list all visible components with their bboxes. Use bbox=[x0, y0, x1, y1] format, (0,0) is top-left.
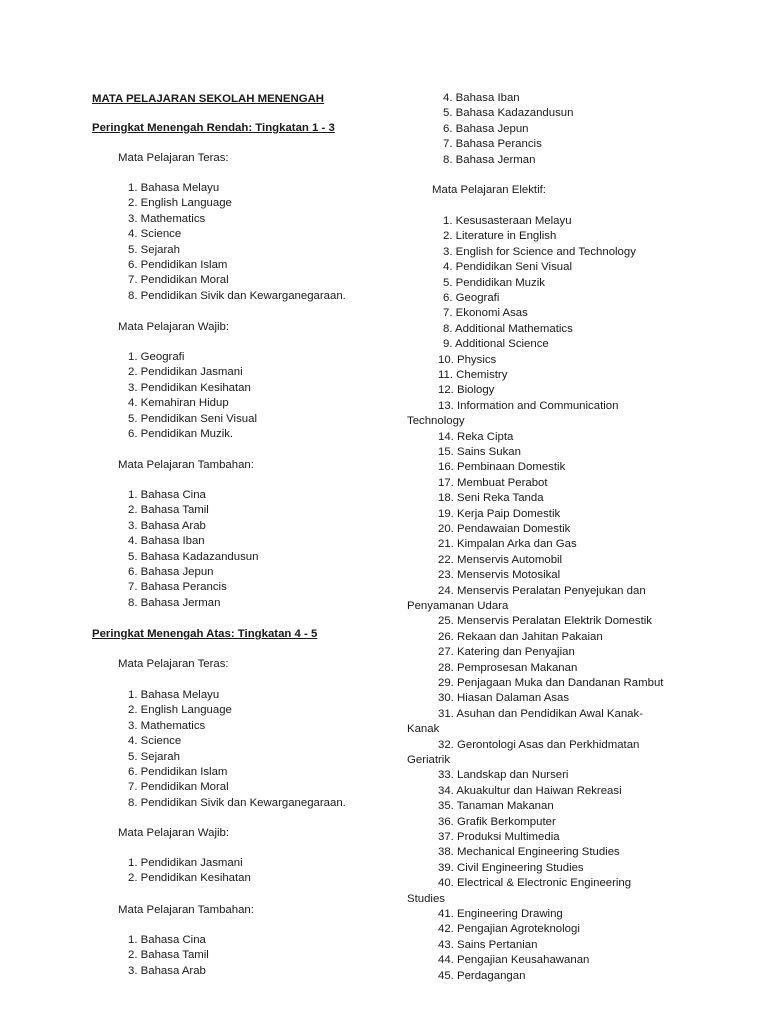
list-item: 14. Reka Cipta bbox=[438, 430, 514, 443]
list-item: 35. Tanaman Makanan bbox=[438, 800, 554, 813]
list-item: 1. Geografi bbox=[128, 351, 185, 363]
list-item: 36. Grafik Berkomputer bbox=[438, 815, 556, 828]
section-heading-lower: Peringkat Menengah Rendah: Tingkatan 1 - 3 bbox=[92, 122, 335, 134]
list-item: 6. Pendidikan Muzik. bbox=[128, 428, 234, 440]
list-item: 1. Bahasa Melayu bbox=[128, 689, 220, 701]
list-item: 45. Perdagangan bbox=[438, 969, 526, 982]
list-item: 2. English Language bbox=[128, 704, 232, 717]
list-item: 24. Menservis Peralatan Penyejukan dan Penyamanan Udara bbox=[407, 584, 646, 612]
list-item: 3. Bahasa Arab bbox=[128, 519, 206, 532]
list-item: 10. Physics bbox=[438, 353, 497, 366]
list-item: 2. Literature in English bbox=[443, 230, 557, 243]
list-item: 3. English for Science and Technology bbox=[443, 245, 636, 258]
list-item: 37. Produksi Multimedia bbox=[438, 831, 560, 843]
list-item: 26. Rekaan dan Jahitan Pakaian bbox=[438, 630, 603, 643]
list-item: 34. Akuakultur dan Haiwan Rekreasi bbox=[438, 784, 622, 797]
list-item: 39. Civil Engineering Studies bbox=[438, 861, 584, 874]
list-item: 5. Pendidikan Seni Visual bbox=[128, 412, 257, 425]
list-item: 30. Hiasan Dalaman Asas bbox=[438, 692, 570, 705]
list-item: 25. Menservis Peralatan Elektrik Domestik bbox=[438, 615, 652, 628]
list-item: 4. Science bbox=[128, 735, 182, 748]
list-item: 15. Sains Sukan bbox=[438, 446, 521, 458]
wajib-label: Mata Pelajaran Wajib: bbox=[118, 827, 230, 839]
list-item: 3. Pendidikan Kesihatan bbox=[128, 381, 251, 394]
list-item: 4. Kemahiran Hidup bbox=[128, 397, 229, 410]
list-item: 21. Kimpalan Arka dan Gas bbox=[438, 538, 577, 551]
elektif-label: Mata Pelajaran Elektif: bbox=[432, 184, 546, 196]
teras-label: Mata Pelajaran Teras: bbox=[118, 658, 229, 670]
list-item: 22. Menservis Automobil bbox=[438, 553, 563, 566]
tambahan-label: Mata Pelajaran Tambahan: bbox=[118, 459, 254, 471]
list-item: 1. Bahasa Melayu bbox=[128, 182, 220, 194]
list-item: 5. Bahasa Kadazandusun bbox=[128, 550, 259, 563]
list-item: 18. Seni Reka Tanda bbox=[438, 492, 544, 505]
list-item: 6. Bahasa Jepun bbox=[128, 566, 214, 578]
list-item: 6. Geografi bbox=[443, 292, 500, 304]
list-item: 1. Kesusasteraan Melayu bbox=[443, 215, 572, 227]
list-item: 19. Kerja Paip Domestik bbox=[438, 507, 561, 520]
list-item: 32. Gerontologi Asas dan Perkhidmatan Geriatrik bbox=[407, 738, 640, 766]
list-item: 7. Pendidikan Moral bbox=[128, 274, 229, 287]
list-item: 29. Penjagaan Muka dan Dandanan Rambut bbox=[438, 677, 664, 689]
list-item: 42. Pengajian Agroteknologi bbox=[438, 923, 580, 936]
list-item: 5. Pendidikan Muzik bbox=[443, 276, 545, 289]
list-item: 41. Engineering Drawing bbox=[438, 908, 563, 920]
list-item: 3. Mathematics bbox=[128, 719, 206, 732]
list-item: 2. Bahasa Tamil bbox=[128, 504, 209, 517]
list-item: 7. Pendidikan Moral bbox=[128, 781, 229, 794]
list-item: 40. Electrical & Electronic Engineering Studies bbox=[407, 877, 632, 905]
list-item: 6. Pendidikan Islam bbox=[128, 259, 228, 271]
list-item: 44. Pengajian Keusahawanan bbox=[438, 954, 590, 967]
list-item: 8. Bahasa Jerman bbox=[443, 153, 536, 166]
list-item: 5. Bahasa Kadazandusun bbox=[443, 107, 574, 120]
list-item: 7. Bahasa Perancis bbox=[128, 581, 227, 594]
list-item: 16. Pembinaan Domestik bbox=[438, 461, 566, 474]
list-item: 23. Menservis Motosikal bbox=[438, 569, 561, 582]
list-item: 38. Mechanical Engineering Studies bbox=[438, 846, 620, 859]
list-item: 7. Ekonomi Asas bbox=[443, 307, 528, 320]
list-item: 8. Additional Mathematics bbox=[443, 322, 573, 335]
tambahan-label: Mata Pelajaran Tambahan: bbox=[118, 904, 254, 916]
wajib-label: Mata Pelajaran Wajib: bbox=[118, 321, 230, 333]
list-item: 2. English Language bbox=[128, 197, 232, 210]
list-item: 6. Bahasa Jepun bbox=[443, 122, 529, 135]
teras-label: Mata Pelajaran Teras: bbox=[118, 152, 229, 164]
list-item: 33. Landskap dan Nurseri bbox=[438, 769, 569, 782]
document-title: MATA PELAJARAN SEKOLAH MENENGAH bbox=[92, 93, 325, 105]
list-item: 8. Bahasa Jerman bbox=[128, 596, 221, 609]
list-item: 4. Science bbox=[128, 228, 182, 241]
list-item: 28. Pemprosesan Makanan bbox=[438, 661, 578, 674]
list-item: 20. Pendawaian Domestik bbox=[438, 523, 571, 535]
list-item: 2. Bahasa Tamil bbox=[128, 949, 209, 962]
list-item: 7. Bahasa Perancis bbox=[443, 138, 542, 151]
list-item: 12. Biology bbox=[438, 384, 495, 397]
list-item: 11. Chemistry bbox=[438, 369, 508, 381]
list-item: 4. Bahasa Iban bbox=[443, 92, 520, 104]
list-item: 31. Asuhan dan Pendidikan Awal Kanak-Kanak bbox=[407, 707, 643, 736]
list-item: 1. Bahasa Cina bbox=[128, 489, 206, 501]
list-item: 8. Pendidikan Sivik dan Kewarganegaraan. bbox=[128, 796, 346, 809]
list-item: 27. Katering dan Penyajian bbox=[438, 646, 575, 659]
list-item: 6. Pendidikan Islam bbox=[128, 766, 228, 778]
list-item: 5. Sejarah bbox=[128, 750, 180, 763]
list-item: 17. Membuat Perabot bbox=[438, 476, 548, 489]
list-item: 4. Bahasa Iban bbox=[128, 535, 205, 548]
list-item: 1. Bahasa Cina bbox=[128, 934, 206, 946]
section-heading-upper: Peringkat Menengah Atas: Tingkatan 4 - 5 bbox=[92, 628, 318, 640]
list-item: 8. Pendidikan Sivik dan Kewarganegaraan. bbox=[128, 289, 346, 302]
list-item: 3. Mathematics bbox=[128, 212, 206, 225]
list-item: 2. Pendidikan Kesihatan bbox=[128, 872, 251, 885]
list-item: 2. Pendidikan Jasmani bbox=[128, 366, 243, 379]
list-item: 13. Information and Communication Technology bbox=[407, 399, 619, 428]
list-item: 43. Sains Pertanian bbox=[438, 938, 538, 951]
list-item: 1. Pendidikan Jasmani bbox=[128, 857, 243, 869]
list-item: 5. Sejarah bbox=[128, 243, 180, 256]
list-item: 4. Pendidikan Seni Visual bbox=[443, 261, 572, 274]
list-item: 9. Additional Science bbox=[443, 338, 549, 351]
list-item: 3. Bahasa Arab bbox=[128, 964, 206, 977]
